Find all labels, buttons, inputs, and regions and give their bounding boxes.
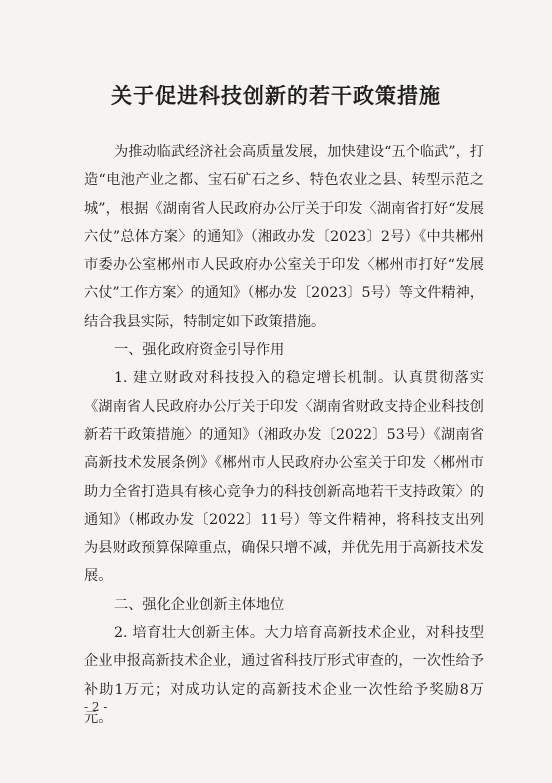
section-heading-2: 二、强化企业创新主体地位 [114, 596, 285, 613]
section-heading-1: 一、强化政府资金引导作用 [114, 342, 285, 359]
section-paragraph-2: 2. 培育壮大创新主体。大力培育高新技术企业，对科技型企业申报高新技术企业，通过省科技厅形式审查的，一次性给予补助1万元；对成功认定的高新技术企业一次性给予奖励8万元。 [84, 625, 484, 726]
page-number: - 2 - [84, 700, 108, 714]
page-title: 关于促进科技创新的若干政策措施 [111, 84, 441, 108]
intro-paragraph: 为推动临武经济社会高质量发展，加快建设“五个临武”，打造“电池产业之都、宝石矿石之乡、特色农业之县、转型示范之城”，根据《湖南省人民政府办公厅关于印发〈湖南省打好“发展六仗”总体方案〉的通知》（湘政办发〔2023〕2号）《中共郴州市委办公室郴州市人民政府办公室关于印发〈郴州市打好“发展六仗”工作方案〉的通知》（郴办发〔2023〕5号）等文件精神，结合我县实际，特制定如下政策措施。 [84, 144, 484, 330]
section-paragraph-1: 1. 建立财政对科技投入的稳定增长机制。认真贯彻落实《湖南省人民政府办公厅关于印发〈湖南省财政支持企业科技创新若干政策措施〉的通知》（湘政办发〔2022〕53号）《湖南省高新技术发展条例》《郴州市人民政府办公室关于印发〈郴州市助力全省打造具有核心竞争力的科技创新高地若干支持政策〉的通知》（郴政办发〔2022〕11号）等文件精神，将科技支出列为县财政预算保障重点，确保只增不减，并优先用于高新技术发展。 [84, 370, 484, 585]
document-body [84, 138, 484, 732]
